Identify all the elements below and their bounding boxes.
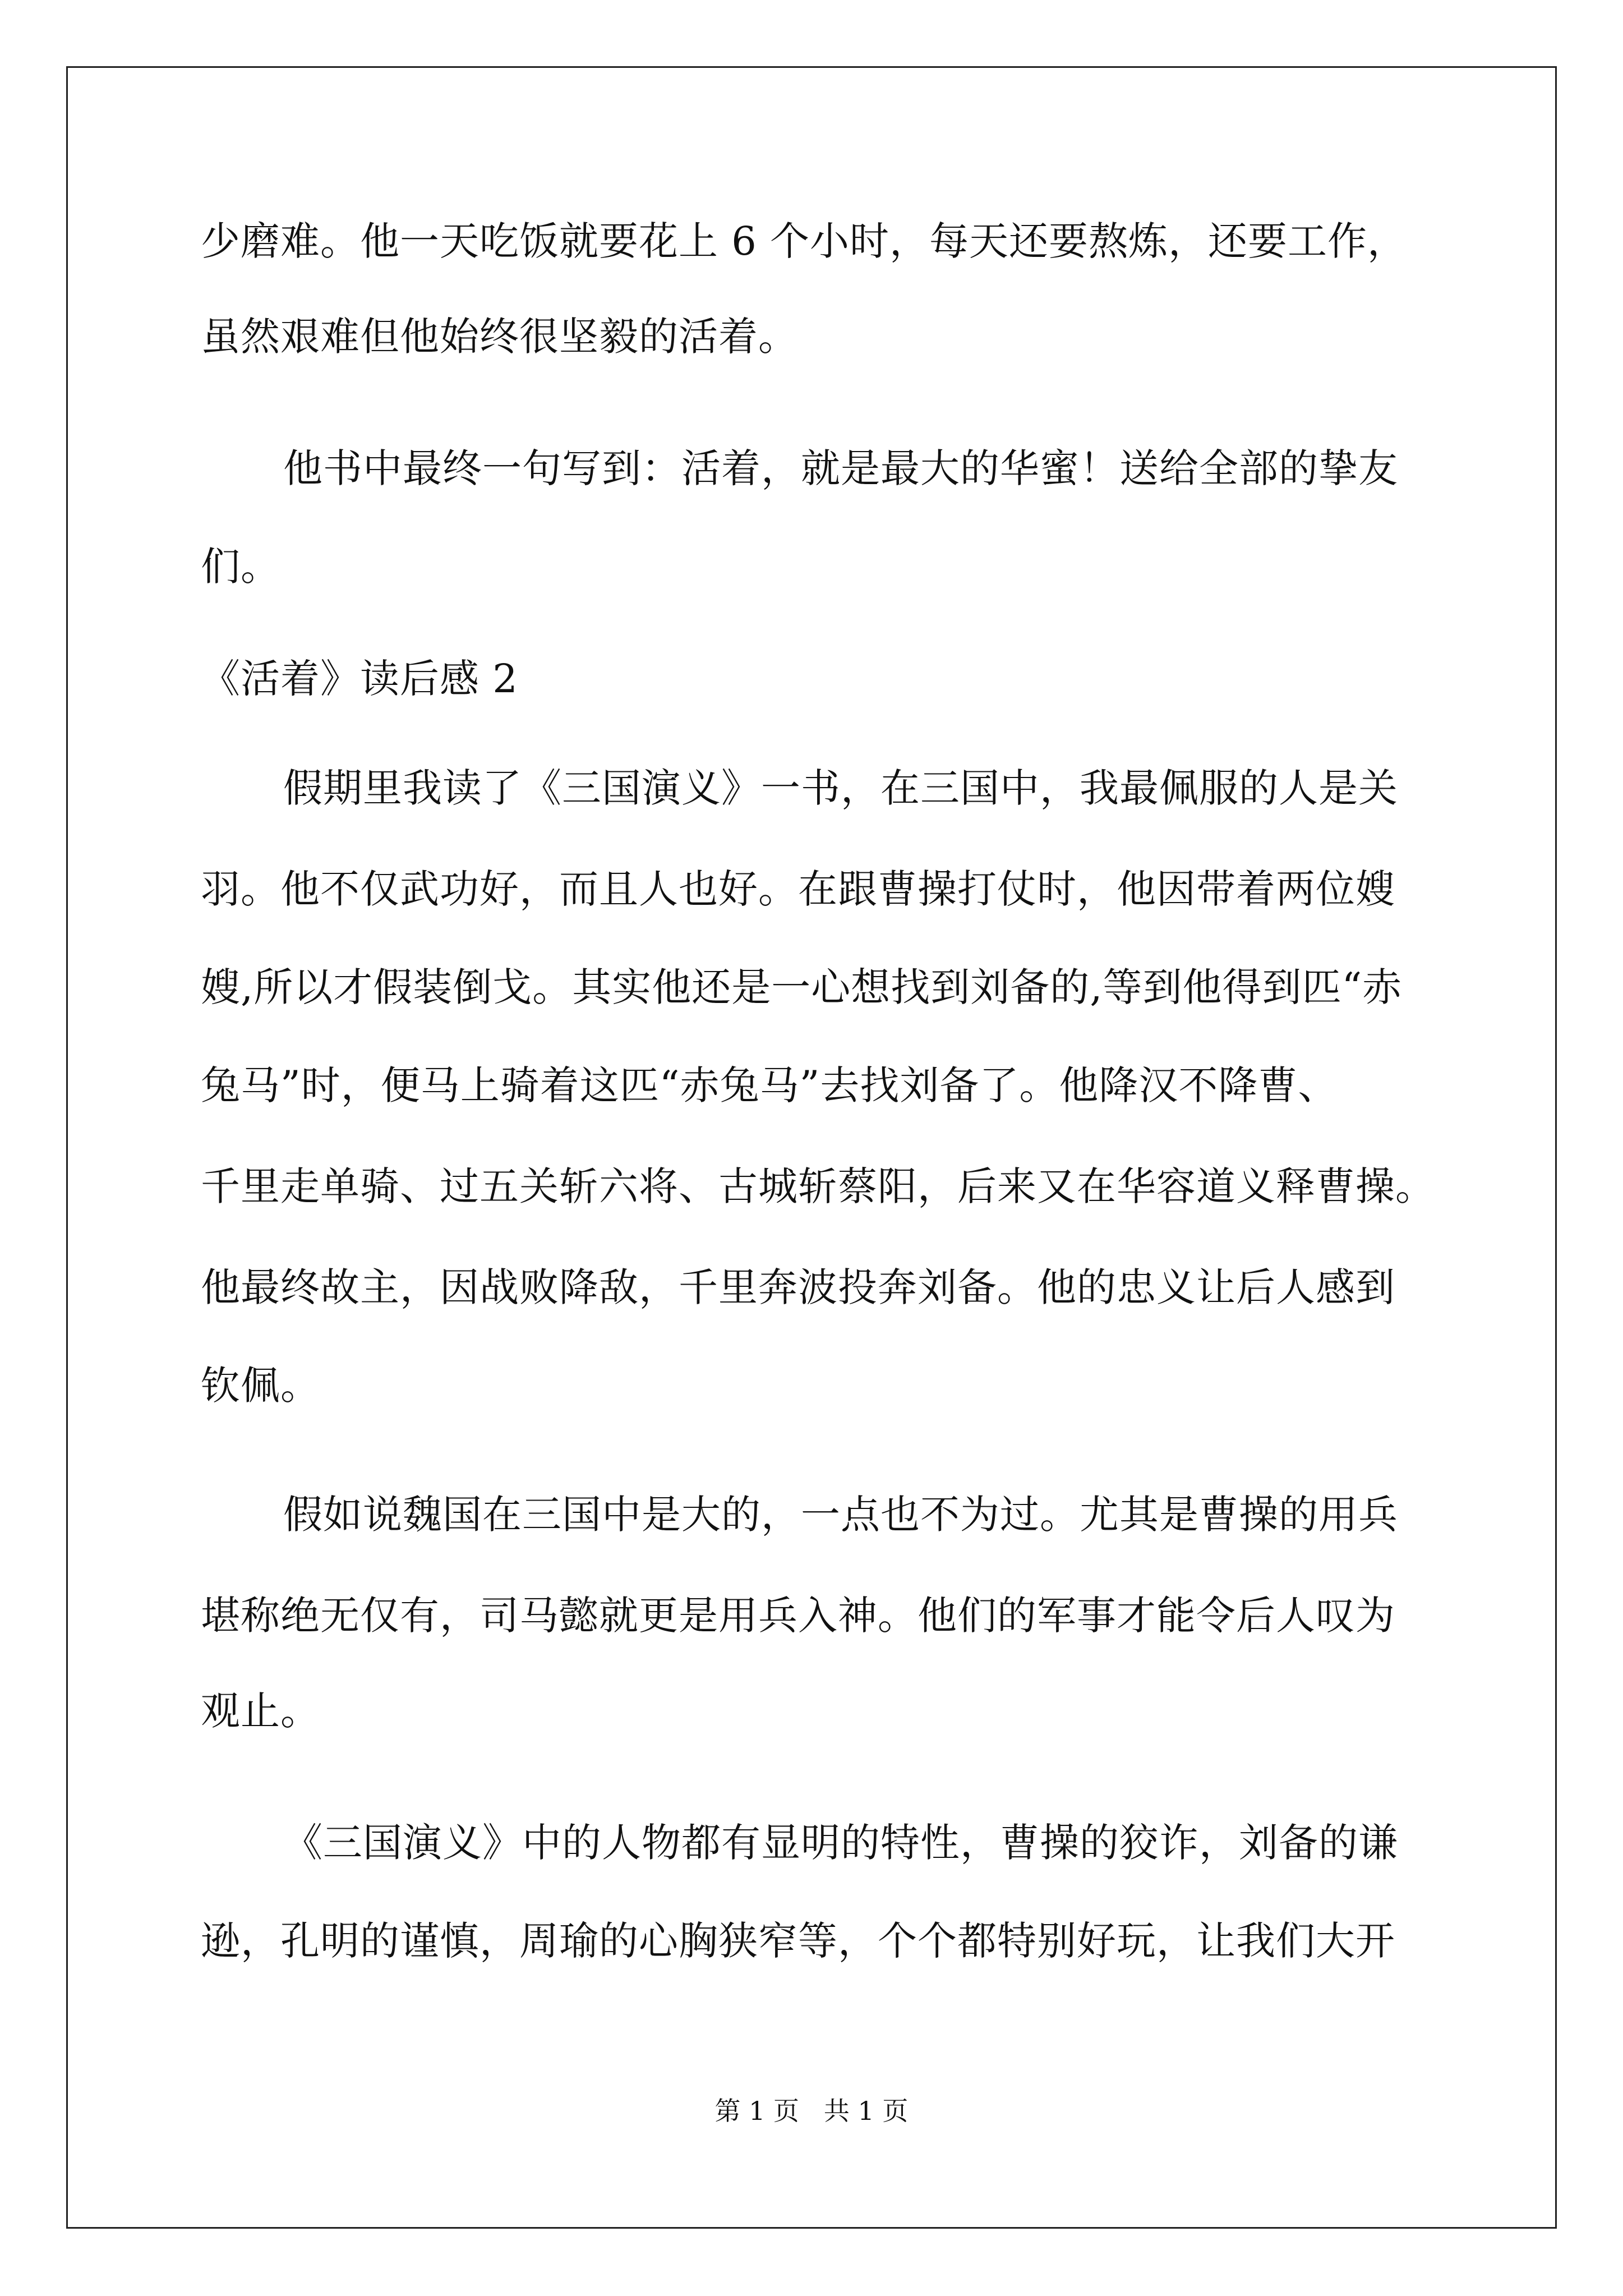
text-line-10: 他最终故主，因战败降敌，千里奔波投奔刘备。他的忠义让后人感到 [201,1264,1395,1310]
text-line-12: 假如说魏国在三国中是大的，一点也不为过。尤其是曹操的用兵 [283,1492,1398,1538]
text-line-6: 羽。他不仅武功好，而且人也好。在跟曹操打仗时，他因带着两位嫂 [201,866,1395,912]
text-line-11: 钦佩。 [201,1363,320,1409]
text-line-13: 堪称绝无仅有，司马懿就更是用兵入神。他们的军事才能令后人叹为 [201,1593,1395,1639]
text-line-1: 少磨难。他一天吃饭就要花上 6 个小时，每天还要熬炼，还要工作， [201,218,1408,264]
text-line-9: 千里走单骑、过五关斩六将、古城斩蔡阳，后来又在华容道义释曹操。 [201,1163,1435,1209]
text-line-15: 《三国演义》中的人物都有显明的特性，曹操的狡诈，刘备的谦 [283,1820,1398,1866]
text-line-8: 兔马”时，便马上骑着这匹“赤兔马”去找刘备了。他降汉不降曹、 [201,1062,1338,1108]
text-line-16: 逊，孔明的谨慎，周瑜的心胸狭窄等，个个都特别好玩，让我们大开 [201,1918,1395,1964]
text-line-7: 嫂,所以才假装倒戈。其实他还是一心想找到刘备的,等到他得到匹“赤 [201,964,1403,1010]
page-footer: 第 1 页 共 1 页 [714,2096,909,2126]
text-line-14: 观止。 [201,1688,320,1734]
text-line-2: 虽然艰难但他始终很坚毅的活着。 [201,314,798,360]
text-line-5: 假期里我读了《三国演义》一书，在三国中，我最佩服的人是关 [283,765,1398,811]
text-line-3: 他书中最终一句写到：活着，就是最大的华蜜！送给全部的挚友 [283,445,1398,491]
page-border [66,66,1557,2229]
section-heading: 《活着》读后感 2 [201,656,518,702]
text-line-4: 们。 [201,544,280,590]
